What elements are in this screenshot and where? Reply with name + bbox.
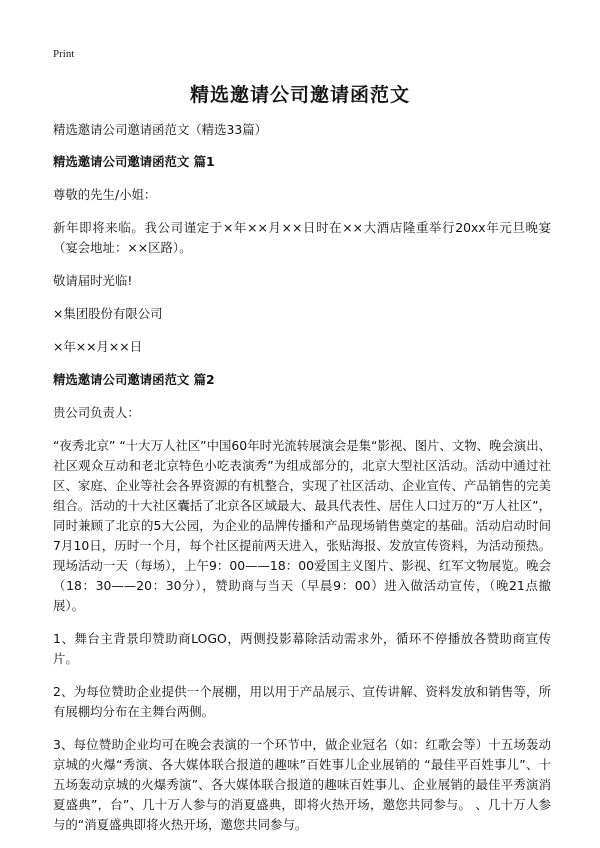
- document-body: [53, 120, 551, 848]
- section-1-heading: 精选邀请公司邀请函范文 篇1: [53, 154, 215, 169]
- section-2-item-2: 2、为每位赞助企业提供一个展棚，用以用于产品展示、宣传讲解、资料发放和销售等，所有展棚均分布在主舞台两侧。: [53, 684, 551, 719]
- section-1-company: ×集团股份有限公司: [53, 306, 163, 321]
- section-1-greeting: 尊敬的先生/小姐：: [53, 187, 157, 202]
- section-1-date: ×年××月××日: [53, 339, 143, 354]
- section-2-item-3: 3、每位赞助企业均可在晚会表演的一个环节中，做企业冠名（如：红歌会等）十五场轰动京城的火爆“秀演、各大媒体联合报道的趣味”百姓事儿企业展销的 “最佳平百姓事儿”、十五场轰动京城的火爆秀演”、各大媒体联合报道的趣味百姓事儿、企业展销的最佳平秀演消夏盛典”，台”、几十万人参与的消夏盛典，即将火热开场，邀您共同参与。 、几十万人参与的“消夏盛典即将火热开场，邀您共同参与。: [53, 737, 551, 832]
- document-subtitle: 精选邀请公司邀请函范文（精选33篇）: [53, 122, 268, 137]
- section-1-body: 新年即将来临。我公司谨定于×年××月××日时在××大酒店隆重举行20xx年元旦晚宴（宴会地址：××区路）。: [53, 220, 551, 255]
- section-2-heading: 精选邀请公司邀请函范文 篇2: [53, 372, 215, 387]
- section-2-item-1: 1、舞台主背景印赞助商LOGO，两侧投影幕除活动需求外，循环不停播放各赞助商宣传片。: [53, 631, 551, 666]
- section-1-closing: 敬请届时光临!: [53, 273, 133, 288]
- section-2-intro: “夜秀北京” “十大万人社区”中国60年时光流转展演会是集“影视、图片、文物、晚会演出、社区观众互动和老北京特色小吃表演秀”为组成部分的，北京大型社区活动。活动中通过社区、家庭、企业等社会各界资源的有机整合，实现了社区活动、企业宣传、产品销售的完美组合。活动的十大社区囊括了北京各区域最大、最具代表性、居住人口过万的“万人社区”，同时兼顾了北京的5大公园，为企业的品牌传播和产品现场销售奠定的基础。活动启动时间7月10日，历时一个月，每个社区提前两天进入，张贴海报、发放宣传资料，为活动预热。现场活动一天（每场），上午9：00——18：00爱国主义图片、影视、红军文物展览。晚会（18：30——20：30分），赞助商与当天（早晨9：00）进入做活动宣传，（晚21点撤展）。: [53, 438, 551, 613]
- section-2-greeting: 贵公司负责人：: [53, 405, 140, 420]
- print-label: Print: [53, 48, 75, 60]
- document-title: 精选邀请公司邀请函范文: [189, 84, 410, 106]
